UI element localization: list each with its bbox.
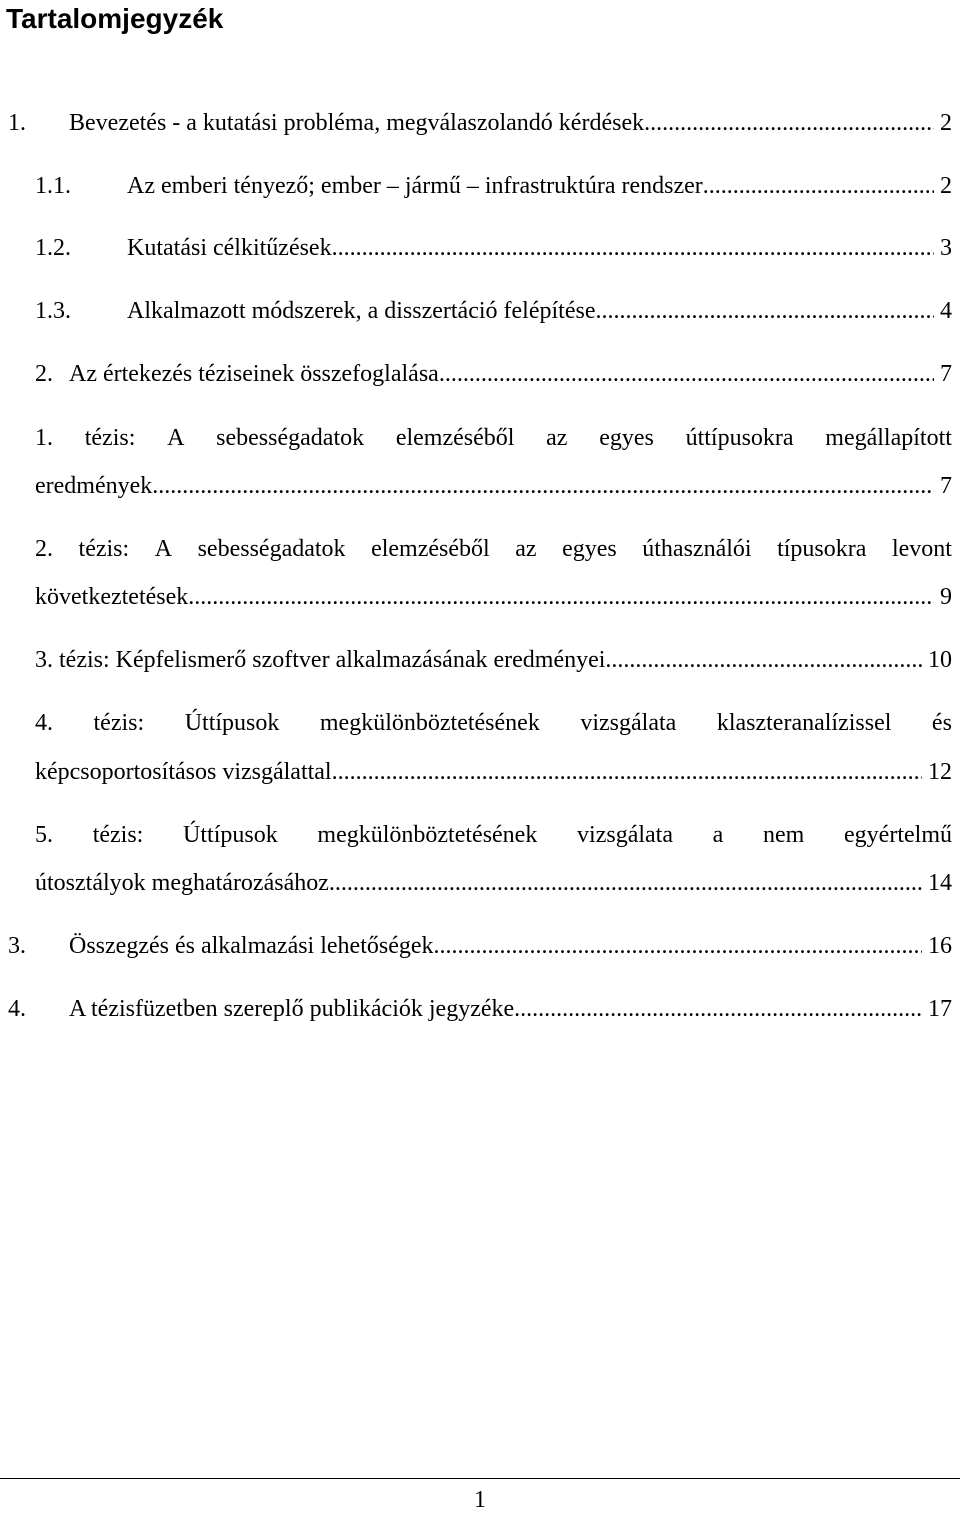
toc-word: Úttípusok bbox=[184, 710, 280, 736]
toc-leader-dots bbox=[644, 107, 934, 139]
toc-word: 2. bbox=[35, 536, 53, 562]
toc-entry-text: Az emberi tényező; ember – jármű – infrastruktúra rendszer bbox=[127, 173, 703, 199]
toc-entry-page: 14 bbox=[928, 870, 952, 896]
toc-word: megkülönböztetésének bbox=[317, 822, 538, 848]
toc-entry-1-3[interactable] bbox=[35, 295, 952, 327]
toc-leader-dots bbox=[152, 470, 934, 502]
toc-entry-thesis-2-line2[interactable] bbox=[35, 581, 952, 613]
toc-word: A bbox=[167, 425, 185, 451]
toc-word: 5. bbox=[35, 822, 53, 848]
toc-entry-1-2[interactable] bbox=[35, 232, 952, 264]
toc-entry-number: 4. bbox=[8, 996, 26, 1022]
toc-leader-dots bbox=[332, 232, 934, 264]
toc-word: egyes bbox=[562, 536, 617, 562]
toc-entry-2[interactable] bbox=[35, 358, 952, 390]
toc-leader-dots bbox=[434, 930, 922, 962]
toc-word: egyes bbox=[599, 425, 654, 451]
page-number: 1 bbox=[474, 1487, 486, 1513]
toc-word: a bbox=[712, 822, 724, 848]
toc-entry-text: útosztályok meghatározásához bbox=[35, 870, 329, 896]
toc-entry-number: 2. bbox=[35, 361, 53, 387]
toc-word: típusokra bbox=[777, 536, 867, 562]
toc-word: A bbox=[154, 536, 173, 562]
toc-entry-page: 17 bbox=[928, 996, 952, 1022]
toc-leader-dots bbox=[595, 295, 934, 327]
toc-entry-text: Alkalmazott módszerek, a disszertáció felépítése bbox=[127, 298, 596, 324]
toc-leader-dots bbox=[605, 644, 922, 676]
toc-entry-text: következtetések bbox=[35, 584, 189, 610]
toc-leader-dots bbox=[703, 170, 934, 202]
toc-entry-thesis-5-line1[interactable] bbox=[35, 819, 952, 851]
toc-entry-page: 12 bbox=[928, 759, 952, 785]
toc-entry-text: Összegzés és alkalmazási lehetőségek bbox=[69, 933, 434, 959]
toc-entry-page: 3 bbox=[940, 235, 952, 261]
toc-entry-1[interactable] bbox=[8, 107, 952, 139]
toc-leader-dots bbox=[332, 756, 922, 788]
toc-entry-page: 10 bbox=[928, 647, 952, 673]
toc-entry-thesis-3[interactable] bbox=[35, 644, 952, 676]
toc-word: elemzéséből bbox=[371, 536, 490, 562]
toc-word: az bbox=[515, 536, 537, 562]
toc-entry-text: Az értekezés téziseinek összefoglalása bbox=[69, 361, 439, 387]
toc-entry-1-1[interactable] bbox=[35, 170, 952, 202]
toc-word: tézis: bbox=[84, 425, 136, 451]
toc-word: megállapított bbox=[825, 425, 952, 451]
toc-word: vizsgálata bbox=[580, 710, 677, 736]
toc-entry-3[interactable] bbox=[8, 930, 952, 962]
toc-word: egyértelmű bbox=[844, 822, 952, 848]
toc-entry-thesis-1-line2[interactable] bbox=[35, 470, 952, 502]
toc-entry-page: 2 bbox=[940, 110, 952, 136]
toc-leader-dots bbox=[188, 581, 934, 613]
toc-word: tézis: bbox=[93, 710, 145, 736]
toc-entry-text: 3. tézis: Képfelismerő szoftver alkalmazásának eredményei bbox=[35, 647, 606, 673]
toc-entry-number: 1. bbox=[8, 110, 26, 136]
toc-leader-dots bbox=[439, 358, 934, 390]
toc-entry-page: 2 bbox=[940, 173, 952, 199]
toc-entry-text: eredmények bbox=[35, 473, 153, 499]
toc-word: megkülönböztetésének bbox=[319, 710, 540, 736]
toc-entry-thesis-5-line2[interactable] bbox=[35, 867, 952, 899]
toc-word: tézis: bbox=[92, 822, 144, 848]
toc-entry-thesis-1-line1[interactable] bbox=[35, 422, 952, 454]
toc-word: úttípusokra bbox=[685, 425, 794, 451]
toc-entry-page: 9 bbox=[940, 584, 952, 610]
toc-word: klaszteranalízissel bbox=[716, 710, 892, 736]
toc-entry-page: 16 bbox=[928, 933, 952, 959]
toc-word: elemzéséből bbox=[395, 425, 515, 451]
toc-entry-thesis-2-line1[interactable] bbox=[35, 533, 952, 565]
toc-entry-thesis-4-line1[interactable] bbox=[35, 707, 952, 739]
toc-word: vizsgálata bbox=[577, 822, 673, 848]
toc-entry-text: Bevezetés - a kutatási probléma, megválaszolandó kérdések bbox=[69, 110, 645, 136]
toc-entry-number: 1.2. bbox=[35, 235, 71, 261]
footer-divider bbox=[0, 1478, 960, 1479]
toc-word: nem bbox=[763, 822, 805, 848]
toc-word: 1. bbox=[35, 425, 53, 451]
toc-word: az bbox=[546, 425, 568, 451]
toc-entry-page: 4 bbox=[940, 298, 952, 324]
toc-word: sebességadatok bbox=[216, 425, 365, 451]
toc-leader-dots bbox=[329, 867, 922, 899]
page-title: Tartalomjegyzék bbox=[6, 3, 224, 34]
toc-entry-text: Kutatási célkitűzések bbox=[127, 235, 332, 261]
toc-word: tézis: bbox=[78, 536, 130, 562]
toc-word: Úttípusok bbox=[183, 822, 278, 848]
toc-word: és bbox=[931, 710, 952, 736]
toc-word: sebességadatok bbox=[197, 536, 346, 562]
toc-entry-thesis-4-line2[interactable] bbox=[35, 756, 952, 788]
toc-entry-number: 1.1. bbox=[35, 173, 71, 199]
toc-entry-number: 1.3. bbox=[35, 298, 71, 324]
toc-entry-4[interactable] bbox=[8, 993, 952, 1025]
toc-entry-text: képcsoportosításos vizsgálattal bbox=[35, 759, 332, 785]
toc-word: 4. bbox=[35, 710, 53, 736]
toc-entry-page: 7 bbox=[940, 473, 952, 499]
toc-entry-text: A tézisfüzetben szereplő publikációk jegyzéke bbox=[69, 996, 515, 1022]
toc-entry-number: 3. bbox=[8, 933, 26, 959]
toc-leader-dots bbox=[514, 993, 922, 1025]
toc-word: levont bbox=[891, 536, 952, 562]
toc-entry-page: 7 bbox=[940, 361, 952, 387]
toc-word: úthasználói bbox=[642, 536, 752, 562]
